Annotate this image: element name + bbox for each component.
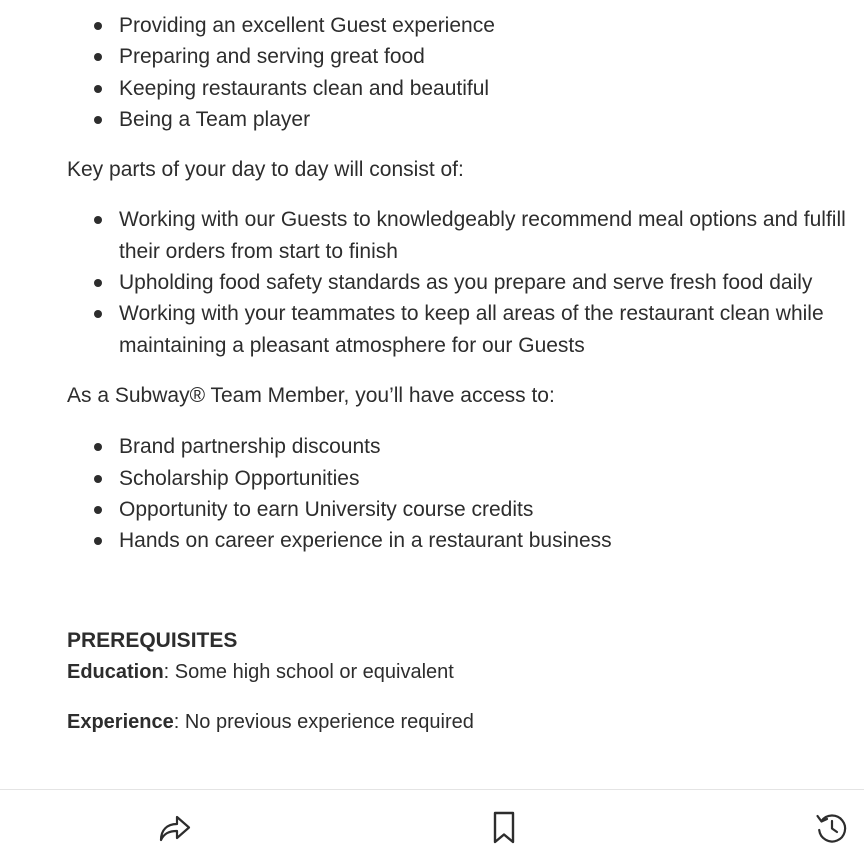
history-icon (815, 811, 849, 845)
list-item: Preparing and serving great food (119, 41, 857, 72)
benefits-intro: As a Subway® Team Member, you’ll have access to: (67, 383, 555, 407)
education-label: Education (67, 660, 164, 683)
list-item: Working with our Guests to knowledgeably recommend meal options and fulfill their orders from start to finish (119, 204, 857, 267)
prerequisites-heading: PREREQUISITES (67, 629, 238, 653)
bottom-toolbar (0, 789, 864, 864)
list-item: Upholding food safety standards as you prepare and serve fresh food daily (119, 267, 857, 298)
education-value: : Some high school or equivalent (163, 660, 454, 683)
history-button[interactable] (812, 808, 852, 848)
share-button[interactable] (155, 808, 195, 848)
list-item: Hands on career experience in a restaurant business (119, 525, 857, 556)
education-requirement (67, 657, 857, 688)
experience-requirement (67, 707, 857, 738)
day-to-day-intro: Key parts of your day to day will consist of: (67, 158, 464, 182)
bookmark-icon (492, 811, 516, 845)
day-to-day-list (67, 204, 857, 360)
save-button[interactable] (484, 808, 524, 848)
job-description (67, 0, 857, 738)
list-item: Opportunity to earn University course credits (119, 494, 857, 525)
responsibilities-list (67, 10, 857, 135)
list-item: Providing an excellent Guest experience (119, 10, 857, 41)
experience-label: Experience (67, 711, 174, 734)
benefits-list (67, 431, 857, 556)
share-icon (158, 813, 192, 843)
list-item: Being a Team player (119, 104, 857, 135)
experience-value: : No previous experience required (173, 711, 474, 734)
list-item: Working with your teammates to keep all areas of the restaurant clean while maintaining a pleasant atmosphere for our Guests (119, 298, 857, 361)
list-item: Scholarship Opportunities (119, 463, 857, 494)
list-item: Brand partnership discounts (119, 431, 857, 462)
list-item: Keeping restaurants clean and beautiful (119, 73, 857, 104)
